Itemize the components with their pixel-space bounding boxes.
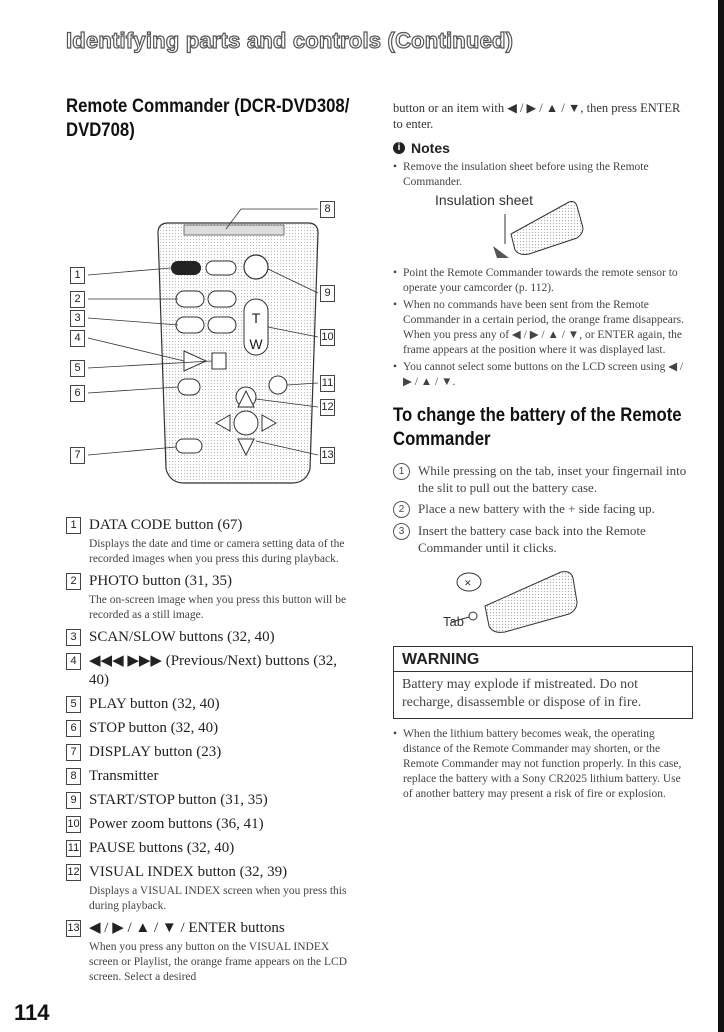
part-item-head	[66, 652, 356, 690]
part-label: DISPLAY button (23)	[89, 744, 222, 760]
callout-6: 6	[70, 385, 85, 402]
part-number: 10	[66, 816, 81, 833]
part-label: PHOTO button (31, 35)	[89, 573, 233, 589]
part-item	[66, 815, 356, 834]
right-column	[393, 100, 693, 804]
step-item	[393, 500, 693, 518]
part-description: Displays a VISUAL INDEX screen when you press this during playback.	[89, 885, 347, 912]
callout-1: 1	[70, 267, 85, 284]
part-item	[66, 572, 356, 623]
callout-10: 10	[320, 329, 335, 346]
page-number: 114	[14, 1000, 50, 1025]
part-item-head	[66, 695, 356, 714]
step-text: Insert the battery case back into the Remote Commander until it clicks.	[418, 523, 646, 555]
part-item	[66, 695, 356, 714]
page-edge-bar	[718, 0, 724, 1032]
battery-steps	[393, 462, 693, 556]
part-label: STOP button (32, 40)	[89, 720, 219, 736]
warning-body: Battery may explode if mistreated. Do not recharge, disassemble or dispose of in fire.	[402, 677, 642, 710]
callout-7: 7	[70, 447, 85, 464]
note-item: • When no commands have been sent from the Remote Commander in a certain period, the orange frame disappears. When you press any of ◀ / ▶ / ▲ / ▼, or ENTER again, the frame appears at the position where it was displayed last.	[393, 298, 693, 358]
part-label: PLAY button (32, 40)	[89, 696, 220, 712]
callout-13: 13	[320, 447, 335, 464]
battery-case-illustration	[393, 560, 693, 638]
part-item-head	[66, 719, 356, 738]
zoom-t-label: T	[251, 310, 261, 326]
battery-section-title: To change the battery of the Remote Commander	[393, 405, 682, 450]
note-item: • Point the Remote Commander towards the remote sensor to operate your camcorder (p. 112).	[393, 266, 693, 296]
part-item-head	[66, 767, 356, 786]
notes-title: Notes	[411, 140, 450, 156]
part-number: 3	[66, 629, 81, 646]
step-item	[393, 522, 693, 556]
remote-illustration	[66, 151, 356, 506]
notes-list-3	[393, 727, 693, 802]
part-description: The on-screen image when you press this button will be recorded as a still image.	[89, 594, 347, 621]
part-label: ◀◀◀ ▶▶▶ (Previous/Next) buttons (32, 40)	[89, 653, 337, 688]
note-item: • Remove the insulation sheet before using the Remote Commander.	[393, 160, 693, 190]
part-label: Power zoom buttons (36, 41)	[89, 816, 264, 832]
part-number: 1	[66, 517, 81, 534]
part-label: PAUSE buttons (32, 40)	[89, 840, 235, 856]
part-item-head	[66, 572, 356, 591]
note-item: • When the lithium battery becomes weak, the operating distance of the Remote Commander may shorten, or the Remote Commander may not function properly. In this case, replace the battery with a Sony CR2025 lithium battery. Use of another battery may present a risk of fire or explosion.	[393, 727, 693, 802]
part-label: VISUAL INDEX button (32, 39)	[89, 864, 288, 880]
part-item	[66, 652, 356, 690]
part-item-head	[66, 919, 356, 938]
part-description: Displays the date and time or camera setting data of the recorded images when you press this during playback.	[89, 538, 345, 565]
part-number: 4	[66, 653, 81, 670]
step-number: 2	[393, 501, 410, 518]
part-item-head	[66, 628, 356, 647]
part-number: 8	[66, 768, 81, 785]
callout-5: 5	[70, 360, 85, 377]
info-icon: i	[393, 142, 405, 154]
parts-list	[66, 516, 356, 985]
part-item-head	[66, 791, 356, 810]
callout-2: 2	[70, 291, 85, 308]
part-item	[66, 767, 356, 786]
callout-12: 12	[320, 399, 335, 416]
part-item	[66, 743, 356, 762]
part-number: 9	[66, 792, 81, 809]
callout-8: 8	[320, 201, 335, 218]
part-number: 11	[66, 840, 81, 857]
step-number: 3	[393, 523, 410, 540]
warning-title: WARNING	[394, 651, 692, 672]
insulation-label: Insulation sheet	[435, 192, 534, 208]
part-item-head	[66, 743, 356, 762]
part-label: Transmitter	[89, 768, 159, 784]
zoom-w-label: W	[249, 336, 263, 352]
part-item	[66, 863, 356, 914]
step-item	[393, 462, 693, 496]
callout-4: 4	[70, 330, 85, 347]
insulation-figure	[393, 192, 693, 262]
part-label: START/STOP button (31, 35)	[89, 792, 268, 808]
part-number: 2	[66, 573, 81, 590]
part-item	[66, 628, 356, 647]
svg-text:✕: ✕	[464, 578, 472, 588]
callout-11: 11	[320, 375, 335, 392]
part-item	[66, 719, 356, 738]
part-number: 12	[66, 864, 81, 881]
part-number: 7	[66, 744, 81, 761]
step-text: While pressing on the tab, inset your fingernail into the slit to pull out the battery case.	[418, 463, 687, 495]
page-header: Identifying parts and controls (Continued)	[66, 28, 514, 53]
part-label: ◀ / ▶ / ▲ / ▼ / ENTER buttons	[89, 920, 285, 936]
callout-3: 3	[70, 310, 85, 327]
remote-section-title: Remote Commander (DCR-DVD308/ DVD708)	[66, 96, 350, 141]
part-item	[66, 791, 356, 810]
part-number: 13	[66, 920, 81, 937]
warning-box	[393, 646, 693, 719]
part-label: SCAN/SLOW buttons (32, 40)	[89, 629, 275, 645]
battery-figure	[393, 560, 693, 638]
left-column	[66, 95, 356, 990]
notes-list-2	[393, 266, 693, 390]
part-item-head	[66, 815, 356, 834]
continuation-text: button or an item with ◀ / ▶ / ▲ / ▼, then press ENTER to enter.	[393, 101, 681, 131]
callout-9: 9	[320, 285, 335, 302]
part-number: 6	[66, 720, 81, 737]
part-item	[66, 516, 356, 567]
notes-list-1	[393, 160, 693, 190]
step-text: Place a new battery with the + side facing up.	[418, 501, 655, 516]
part-label: DATA CODE button (67)	[89, 517, 243, 533]
tab-label: Tab	[443, 614, 464, 629]
note-item: • You cannot select some buttons on the LCD screen using ◀ / ▶ / ▲ / ▼.	[393, 360, 693, 390]
part-item	[66, 919, 356, 985]
step-number: 1	[393, 463, 410, 480]
notes-heading	[393, 140, 693, 156]
part-number: 5	[66, 696, 81, 713]
part-description: When you press any button on the VISUAL INDEX screen or Playlist, the orange frame appears on the LCD screen. Select a desired	[89, 941, 348, 983]
part-item-head	[66, 839, 356, 858]
remote-commander-figure	[66, 151, 356, 506]
part-item	[66, 839, 356, 858]
part-item-head	[66, 516, 356, 535]
part-item-head	[66, 863, 356, 882]
